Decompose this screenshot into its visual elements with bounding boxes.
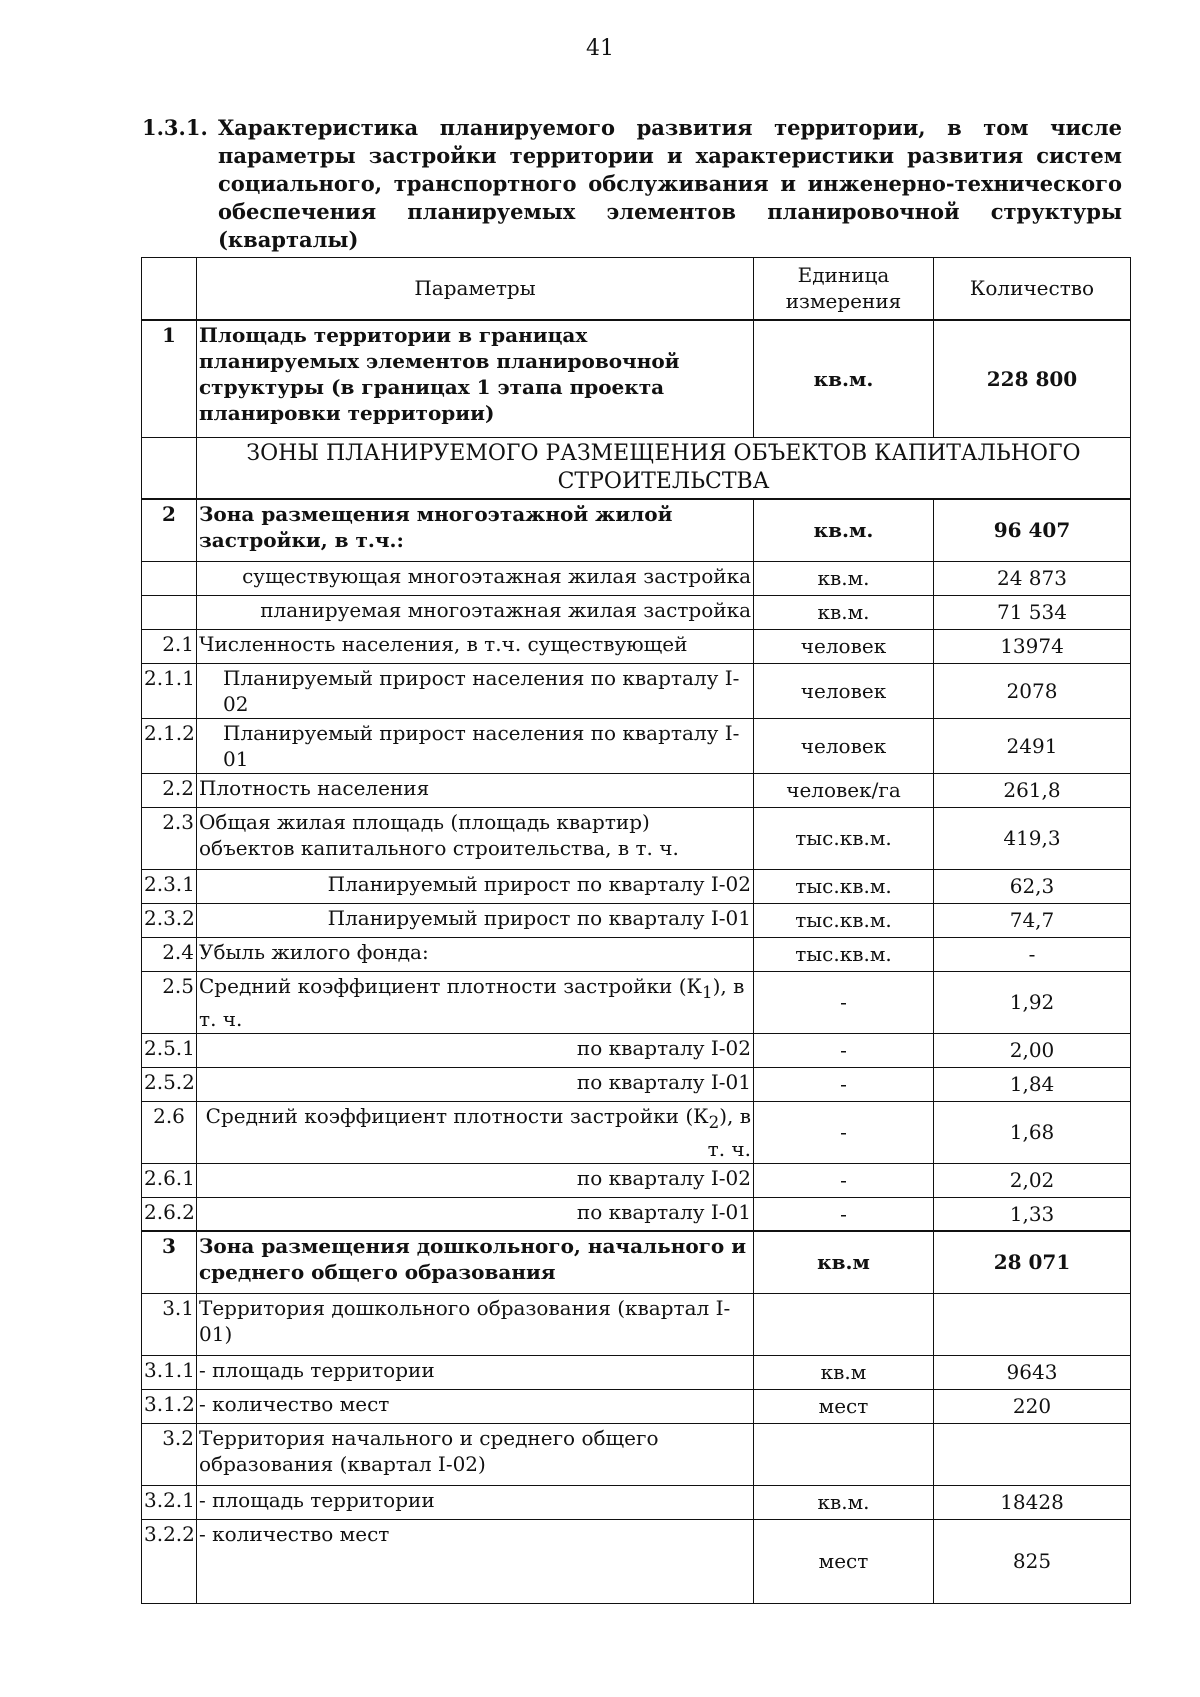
row-param: Зона размещения дошкольного, начального и среднего общего образования	[197, 1231, 754, 1293]
row-qty: 96 407	[934, 499, 1131, 561]
zone-title-row	[142, 438, 1131, 500]
row-qty: 2,00	[934, 1033, 1131, 1067]
row-param: Убыль жилого фонда:	[197, 937, 754, 971]
table-row	[142, 903, 1131, 937]
row-unit: мест	[754, 1519, 934, 1603]
row-num: 2.3.1	[142, 869, 197, 903]
row-qty: 62,3	[934, 869, 1131, 903]
row-num	[142, 595, 197, 629]
section-heading	[142, 114, 1122, 254]
row-unit: кв.м.	[754, 561, 934, 595]
row-num: 2.1	[142, 629, 197, 663]
row-num: 3.2	[142, 1423, 197, 1485]
table-row	[142, 320, 1131, 438]
table-row	[142, 718, 1131, 773]
row-param: существующая многоэтажная жилая застройка	[197, 561, 754, 595]
header-num-cell	[142, 258, 197, 320]
row-num	[142, 561, 197, 595]
row-param: по кварталу I-02	[197, 1163, 754, 1197]
row-num: 3.1.1	[142, 1355, 197, 1389]
row-param: Площадь территории в границах планируемых элементов планировочной структуры (в границах 1 этапа проекта планировки территории)	[197, 320, 754, 438]
row-num: 3.1	[142, 1293, 197, 1355]
table-row	[142, 773, 1131, 807]
parameters-table	[141, 257, 1131, 1604]
row-param: Территория дошкольного образования (квартал I-01)	[197, 1293, 754, 1355]
row-qty: 24 873	[934, 561, 1131, 595]
row-param: по кварталу I-02	[197, 1033, 754, 1067]
row-param: Средний коэффициент плотности застройки $(К_2)$, в т. ч.	[197, 1101, 754, 1163]
row-unit: кв.м	[754, 1355, 934, 1389]
row-num: 3.2.2	[142, 1519, 197, 1603]
table-row	[142, 1355, 1131, 1389]
row-unit: человек/га	[754, 773, 934, 807]
row-param: Планируемый прирост населения по кварталу I-02	[197, 663, 754, 718]
header-params: Параметры	[197, 258, 754, 320]
row-num: 2	[142, 499, 197, 561]
table-row	[142, 1033, 1131, 1067]
row-unit: тыс.кв.м.	[754, 937, 934, 971]
zone-title: ЗОНЫ ПЛАНИРУЕМОГО РАЗМЕЩЕНИЯ ОБЪЕКТОВ КАПИТАЛЬНОГО СТРОИТЕЛЬСТВА	[197, 438, 1131, 500]
table-row	[142, 595, 1131, 629]
row-unit: кв.м.	[754, 320, 934, 438]
row-param: Плотность населения	[197, 773, 754, 807]
table-row	[142, 1519, 1131, 1603]
table-row	[142, 1293, 1131, 1355]
row-param: Зона размещения многоэтажной жилой застройки, в т.ч.:	[197, 499, 754, 561]
row-unit: человек	[754, 663, 934, 718]
row-unit: -	[754, 1101, 934, 1163]
row-unit: кв.м.	[754, 499, 934, 561]
row-param: - количество мест	[197, 1389, 754, 1423]
row-param: Общая жилая площадь (площадь квартир) объектов капитального строительства, в т. ч.	[197, 807, 754, 869]
row-num: 2.2	[142, 773, 197, 807]
row-qty: 228 800	[934, 320, 1131, 438]
row-num: 3.2.1	[142, 1485, 197, 1519]
row-qty: 1,68	[934, 1101, 1131, 1163]
row-qty: 1,84	[934, 1067, 1131, 1101]
row-param: Планируемый прирост населения по кварталу I-01	[197, 718, 754, 773]
row-unit: -	[754, 1033, 934, 1067]
table-row	[142, 1067, 1131, 1101]
row-unit	[754, 1423, 934, 1485]
row-unit	[754, 1293, 934, 1355]
row-param: по кварталу I-01	[197, 1197, 754, 1231]
table-row	[142, 1389, 1131, 1423]
page-number: 41	[586, 36, 614, 61]
row-unit: -	[754, 1163, 934, 1197]
row-qty: 28 071	[934, 1231, 1131, 1293]
row-unit: человек	[754, 718, 934, 773]
row-param: - площадь территории	[197, 1355, 754, 1389]
row-unit: -	[754, 1067, 934, 1101]
row-num: 2.6.1	[142, 1163, 197, 1197]
row-num: 2.6.2	[142, 1197, 197, 1231]
row-unit: тыс.кв.м.	[754, 869, 934, 903]
row-qty: 825	[934, 1519, 1131, 1603]
table-row	[142, 1163, 1131, 1197]
row-qty	[934, 1293, 1131, 1355]
row-qty: 18428	[934, 1485, 1131, 1519]
row-qty: 13974	[934, 629, 1131, 663]
row-unit: мест	[754, 1389, 934, 1423]
row-num: 2.3	[142, 807, 197, 869]
row-num: 2.5.1	[142, 1033, 197, 1067]
table-row	[142, 561, 1131, 595]
row-unit: кв.м.	[754, 1485, 934, 1519]
row-qty: 74,7	[934, 903, 1131, 937]
row-unit: тыс.кв.м.	[754, 903, 934, 937]
row-num: 3	[142, 1231, 197, 1293]
row-qty: 71 534	[934, 595, 1131, 629]
row-qty: 2,02	[934, 1163, 1131, 1197]
row-unit: -	[754, 971, 934, 1033]
row-param: Территория начального и среднего общего образования (квартал I-02)	[197, 1423, 754, 1485]
table-row	[142, 1101, 1131, 1163]
table-row	[142, 1423, 1131, 1485]
row-qty: 220	[934, 1389, 1131, 1423]
section-title: Характеристика планируемого развития территории, в том числе параметры застройки территории и характеристики развития систем социального, транспортного обслуживания и инженерно-технического обеспечения планируемых элементов планировочной структуры (кварталы)	[218, 115, 1122, 252]
row-qty: 9643	[934, 1355, 1131, 1389]
row-num: 1	[142, 320, 197, 438]
row-qty: 2491	[934, 718, 1131, 773]
table-row	[142, 937, 1131, 971]
row-param: Средний коэффициент плотности застройки $(К_1)$, в т. ч.	[197, 971, 754, 1033]
row-num: 2.5.2	[142, 1067, 197, 1101]
table-row	[142, 1197, 1131, 1231]
row-param: Планируемый прирост по кварталу I-02	[197, 869, 754, 903]
row-num: 3.1.2	[142, 1389, 197, 1423]
row-num: 2.5	[142, 971, 197, 1033]
row-param: - количество мест	[197, 1519, 754, 1603]
row-param: - площадь территории	[197, 1485, 754, 1519]
table-row	[142, 1231, 1131, 1293]
table-row	[142, 869, 1131, 903]
row-num: 2.1.2	[142, 718, 197, 773]
table-row	[142, 807, 1131, 869]
row-qty: 1,33	[934, 1197, 1131, 1231]
row-unit: кв.м	[754, 1231, 934, 1293]
row-unit: тыс.кв.м.	[754, 807, 934, 869]
table-row	[142, 499, 1131, 561]
row-param: по кварталу I-01	[197, 1067, 754, 1101]
table-row	[142, 629, 1131, 663]
row-qty: 261,8	[934, 773, 1131, 807]
row-num: 2.1.1	[142, 663, 197, 718]
table-row	[142, 1485, 1131, 1519]
row-qty	[934, 1423, 1131, 1485]
table-row	[142, 971, 1131, 1033]
header-unit: Единица измерения	[754, 258, 934, 320]
row-qty: -	[934, 937, 1131, 971]
row-qty: 419,3	[934, 807, 1131, 869]
row-param: планируемая многоэтажная жилая застройка	[197, 595, 754, 629]
row-unit: -	[754, 1197, 934, 1231]
row-param: Планируемый прирост по кварталу I-01	[197, 903, 754, 937]
row-unit: кв.м.	[754, 595, 934, 629]
row-qty: 1,92	[934, 971, 1131, 1033]
row-num: 2.4	[142, 937, 197, 971]
row-unit: человек	[754, 629, 934, 663]
row-qty: 2078	[934, 663, 1131, 718]
header-qty: Количество	[934, 258, 1131, 320]
row-num: 2.3.2	[142, 903, 197, 937]
table-row	[142, 663, 1131, 718]
section-number: 1.3.1.	[142, 115, 208, 140]
row-num: 2.6	[142, 1101, 197, 1163]
table-header-row	[142, 258, 1131, 320]
row-param: Численность населения, в т.ч. существующей	[197, 629, 754, 663]
